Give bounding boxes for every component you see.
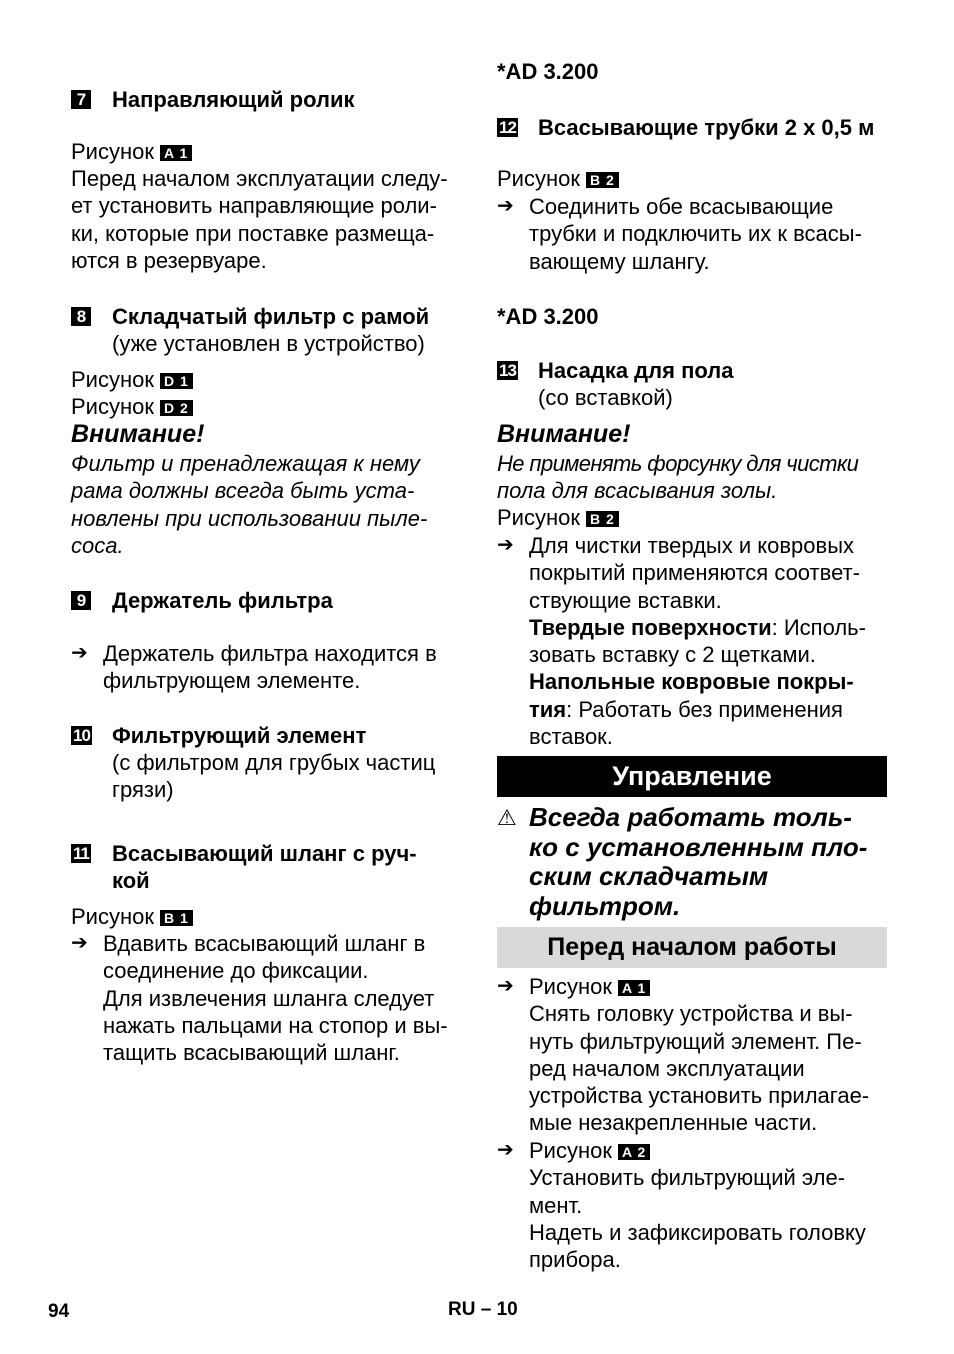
section-title: Направляющий ролик	[112, 87, 355, 112]
model-note: *AD 3.200	[497, 59, 599, 84]
figure-ref: Рисунок B 2	[497, 165, 619, 192]
arrow-icon: ➔	[497, 534, 514, 556]
model-note: *AD 3.200	[497, 304, 599, 329]
section-12-text: Соединить обе всасывающие трубки и подключить их к всасы- вающему шлангу.	[529, 194, 862, 274]
warning-title: Внимание!	[497, 420, 631, 448]
page-language-index: RU – 10	[448, 1299, 518, 1320]
figure-label: D 2	[160, 400, 193, 416]
section-7-text: Перед началом эксплуатации следу- ет установить направляющие роли- ки, которые при поставке размеща- ются в резервуаре.	[71, 166, 448, 273]
section-title: Фильтрующий элемент	[112, 723, 367, 748]
operation-warning: Всегда работать толь- ко с установленным пло- ским складчатым фильтром.	[529, 802, 868, 921]
section-title: Всасывающие трубки 2 x 0,5 м	[538, 115, 875, 140]
figure-label: A 2	[618, 1144, 650, 1160]
page-number: 94	[48, 1301, 70, 1322]
figure-ref: Рисунок A 1	[71, 138, 192, 165]
section-number: 12	[499, 118, 516, 137]
warning-triangle-icon: ⚠	[497, 805, 517, 830]
before-start-title: Перед началом работы	[497, 927, 887, 968]
section-title: Всасывающий шланг с руч- кой	[112, 841, 417, 894]
section-title: Держатель фильтра	[112, 588, 333, 613]
figure-ref: Рисунок B 1	[71, 903, 193, 930]
section-subtitle: (со вставкой)	[538, 385, 673, 410]
section-11-text: Вдавить всасывающий шланг в соединение до фиксации. Для извлечения шланга следует нажать пальцами на стопор и вы- тащить всасывающий шланг.	[103, 931, 448, 1066]
section-subtitle: (с фильтром для грубых частиц грязи)	[112, 750, 436, 803]
warning-title: Внимание!	[71, 420, 205, 448]
section-number: 9	[71, 591, 91, 610]
figure-label: B 1	[160, 910, 193, 926]
warning-text: Не применять форсунку для чистки пола для всасывания золы.	[497, 451, 859, 504]
section-number: 11	[71, 844, 91, 863]
arrow-icon: ➔	[71, 932, 88, 954]
section-number: 8	[71, 307, 91, 326]
section-number: 10	[73, 726, 90, 745]
section-title: Складчатый фильтр с рамой	[112, 304, 430, 329]
operation-section-title: Управление	[497, 756, 887, 797]
section-number: 13	[499, 361, 516, 380]
section-13-text: Для чистки твердых и ковровых покрытий применяются соответ- ствующие вставки. Твердые поверхности: Исполь- зовать вставку с 2 щетками. Напольные ковровые покры- тия: Работать без применения вставок.	[529, 533, 866, 750]
arrow-icon: ➔	[497, 1139, 514, 1161]
arrow-icon: ➔	[71, 642, 88, 664]
section-9-text: Держатель фильтра находится в фильтрующем элементе.	[103, 641, 437, 694]
figure-label: D 1	[160, 373, 193, 389]
arrow-icon: ➔	[497, 975, 514, 997]
figure-label: A 1	[160, 145, 192, 161]
section-number: 7	[71, 90, 91, 109]
figure-ref: Рисунок D 2	[71, 393, 193, 420]
figure-ref: Рисунок D 1	[71, 366, 193, 393]
figure-ref: Рисунок B 2	[497, 504, 619, 531]
figure-label: B 2	[586, 172, 619, 188]
section-subtitle: (уже установлен в устройство)	[112, 331, 425, 356]
arrow-icon: ➔	[497, 195, 514, 217]
before-step-2: Рисунок A 2 Установить фильтрующий эле- мент. Надеть и зафиксировать головку прибора.	[529, 1138, 866, 1273]
before-step-1: Рисунок A 1 Снять головку устройства и вы- нуть фильтрующий элемент. Пе- ред началом эксплуатации устройства установить прилагае- мые незакрепленные части.	[529, 974, 870, 1136]
figure-label: B 2	[586, 511, 619, 527]
figure-label: A 1	[618, 980, 650, 996]
warning-text: Фильтр и пренадлежащая к нему рама должны всегда быть уста- новлены при использовании пыле- соса.	[71, 451, 428, 558]
section-title: Насадка для пола	[538, 358, 734, 383]
